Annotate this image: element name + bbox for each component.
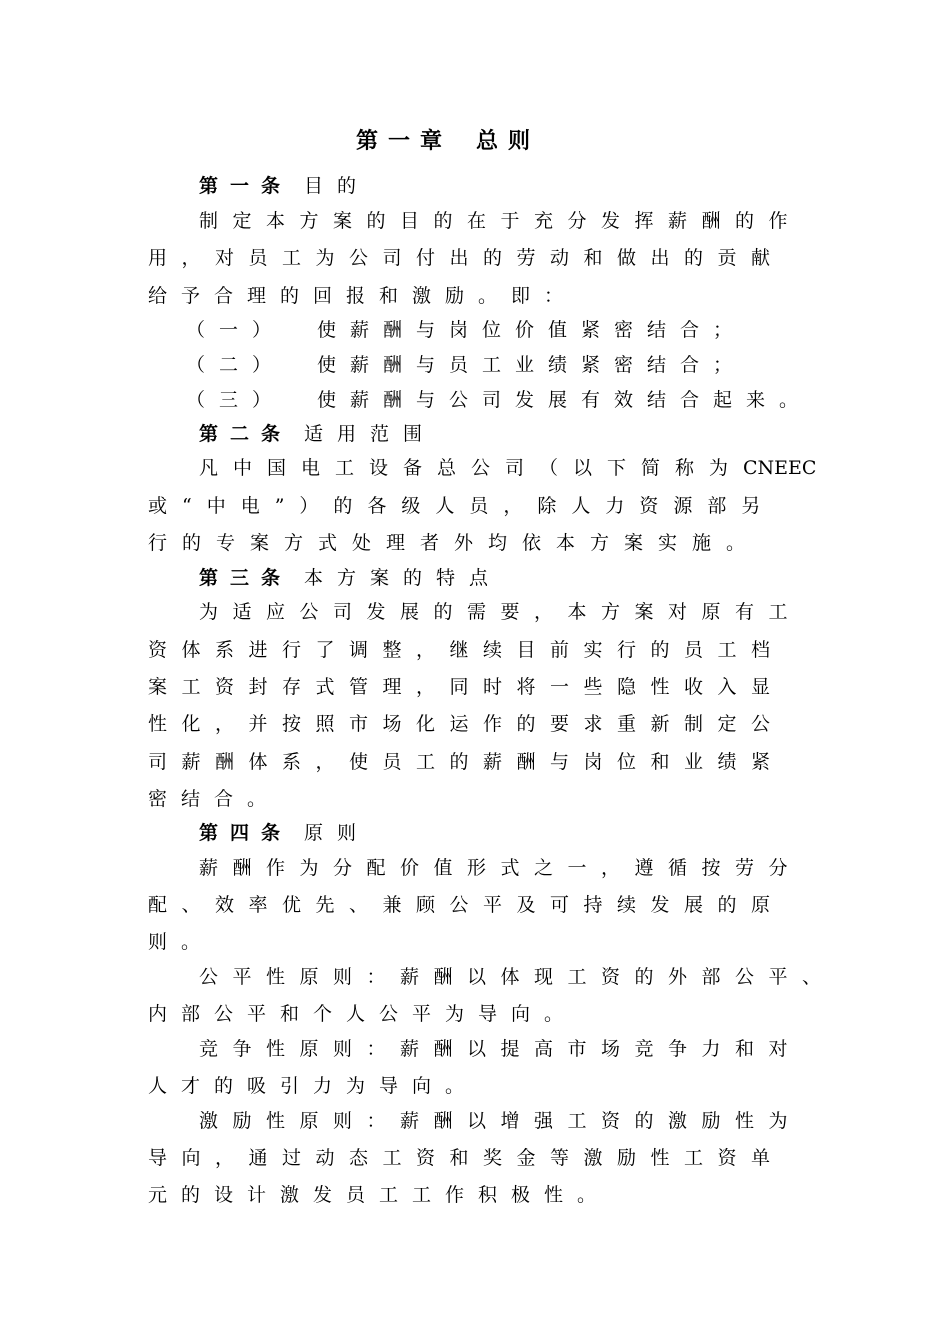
list-marker: （一） bbox=[186, 319, 286, 341]
body-line: 人才的吸引力为导向。 bbox=[148, 1075, 479, 1097]
body-line: 司薪酬体系，使员工的薪酬与岗位和业绩紧 bbox=[148, 751, 785, 773]
company-abbr: CNEEC bbox=[743, 457, 817, 479]
body-line: 激励性原则：薪酬以增强工资的激励性为 bbox=[199, 1110, 803, 1132]
body-line: 行的专案方式处理者外均依本方案实施。 bbox=[148, 532, 761, 554]
article-label: 第三条 bbox=[199, 567, 293, 589]
body-line: 元的设计激发员工工作积极性。 bbox=[148, 1184, 611, 1206]
article-heading-2 bbox=[199, 422, 436, 446]
body-line: 配、效率优先、兼顾公平及可持续发展的原 bbox=[148, 894, 785, 916]
body-line: 竞争性原则：薪酬以提高市场竞争力和对 bbox=[199, 1038, 803, 1060]
article-heading-1 bbox=[199, 174, 370, 198]
article-label: 第二条 bbox=[199, 423, 293, 445]
article-heading-4 bbox=[199, 821, 370, 845]
list-item: 使薪酬与员工业绩紧密结合； bbox=[317, 354, 747, 376]
body-line: 案工资封存式管理，同时将一些隐性收入显 bbox=[148, 676, 785, 698]
article-label: 第四条 bbox=[199, 822, 293, 844]
body-line: 公平性原则：薪酬以体现工资的外部公平、 bbox=[199, 966, 836, 988]
article-heading: 原则 bbox=[304, 822, 371, 844]
chapter-title bbox=[356, 124, 540, 155]
body-line: 薪酬作为分配价值形式之一，遵循按劳分 bbox=[199, 857, 803, 879]
body-line: 制定本方案的目的在于充分发挥薪酬的作 bbox=[199, 210, 803, 232]
body-text: 凡中国电工设备总公司（以下简称为 bbox=[199, 457, 744, 479]
body-line: 资体系进行了调整，继续目前实行的员工档 bbox=[148, 639, 785, 661]
article-label: 第一条 bbox=[199, 175, 293, 197]
chapter-name: 总则 bbox=[476, 128, 541, 154]
body-line: 为适应公司发展的需要，本方案对原有工 bbox=[199, 601, 803, 623]
body-line: 给予合理的回报和激励。即： bbox=[148, 285, 578, 307]
article-heading: 目的 bbox=[304, 175, 371, 197]
body-line: 则。 bbox=[148, 931, 215, 953]
body-line: 或“中电”）的各级人员，除人力资源部另 bbox=[148, 495, 776, 517]
body-line: 导向，通过动态工资和奖金等激励性工资单 bbox=[148, 1147, 785, 1169]
article-heading: 适用范围 bbox=[304, 423, 437, 445]
body-line: 内部公平和个人公平为导向。 bbox=[148, 1003, 578, 1025]
list-item: 使薪酬与公司发展有效结合起来。 bbox=[317, 389, 813, 411]
body-line bbox=[199, 456, 816, 480]
list-marker: （三） bbox=[186, 389, 286, 411]
list-marker: （二） bbox=[186, 354, 286, 376]
list-item: 使薪酬与岗位价值紧密结合； bbox=[317, 319, 747, 341]
body-line: 密结合。 bbox=[148, 788, 281, 810]
body-line: 用，对员工为公司付出的劳动和做出的贡献 bbox=[148, 247, 785, 269]
article-heading-3 bbox=[199, 566, 502, 590]
article-heading: 本方案的特点 bbox=[304, 567, 503, 589]
chapter-number: 第一章 bbox=[356, 128, 453, 154]
body-line: 性化，并按照市场化运作的要求重新制定公 bbox=[148, 713, 785, 735]
